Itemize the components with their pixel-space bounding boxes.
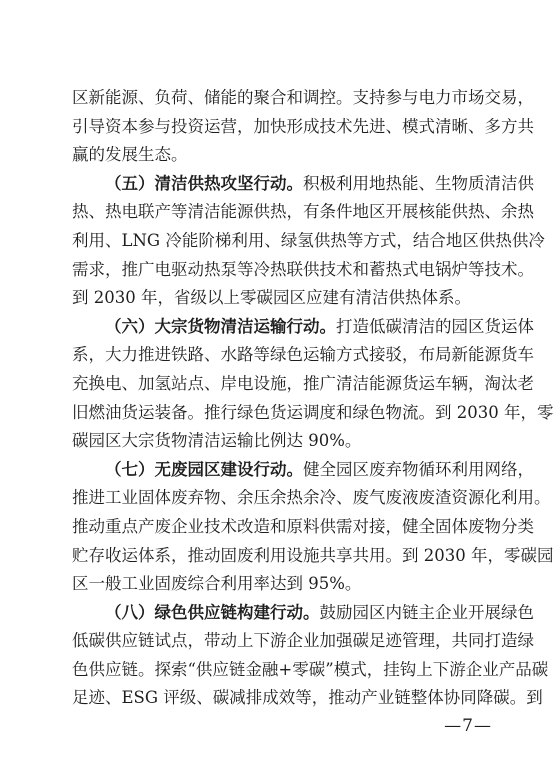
paragraph-line: 色供应链。探索“供应链金融+零碳”模式，挂钩上下游企业产品碳 [72, 659, 549, 679]
paragraph-line: 贮存收运体系，推动固废利用设施共享共用。到 2030 年，零碳园 [72, 545, 553, 565]
paragraph-text: 打造低碳清洁的园区货运体 [336, 316, 534, 336]
paragraph-line: 推进工业固体废弃物、余压余热余冷、废气废液废渣资源化利用。 [72, 488, 551, 508]
section-heading: （五）清洁供热攻坚行动。 [105, 173, 303, 193]
paragraph-line: 低碳供应链试点，带动上下游企业加强碳足迹管理，共同打造绿 [72, 631, 534, 651]
paragraph-line: 需求，推广电驱动热泵等冷热联供技术和蓄热式电锅炉等技术。 [72, 259, 534, 279]
paragraph-text: 健全园区废弃物循环利用网络， [303, 459, 534, 479]
section-5-first-line [72, 170, 534, 199]
section-heading: （七）无废园区建设行动。 [105, 459, 303, 479]
paragraph-line: 推动重点产废企业技术改造和原料供需对接，健全固体废物分类 [72, 516, 534, 536]
paragraph-line: 到 2030 年，省级以上零碳园区应建有清洁供热体系。 [72, 288, 471, 308]
paragraph-line: 充换电、加氢站点、岸电设施，推广清洁能源货运车辆，淘汰老 [72, 373, 534, 393]
section-7-first-line [72, 456, 534, 485]
paragraph-line: 利用、LNG 冷能阶梯利用、绿氢供热等方式，结合地区供热供冷 [72, 230, 545, 250]
section-heading: （八）绿色供应链构建行动。 [105, 602, 320, 622]
paragraph-line: 旧燃油货运装备。推行绿色货运调度和绿色物流。到 2030 年，零 [72, 402, 553, 422]
section-heading: （六）大宗货物清洁运输行动。 [105, 316, 336, 336]
paragraph-line: 引导资本参与投资运营，加快形成技术先进、模式清晰、多方共 [72, 116, 534, 136]
paragraph-text: 积极利用地热能、生物质清洁供 [303, 173, 534, 193]
paragraph-line: 碳园区大宗货物清洁运输比例达 90%。 [72, 431, 362, 451]
paragraph-line: 系，大力推进铁路、水路等绿色运输方式接驳，布局新能源货车 [72, 345, 534, 365]
page-number: —7— [444, 716, 492, 736]
paragraph-line: 热、热电联产等清洁能源供热，有条件地区开展核能供热、余热 [72, 202, 534, 222]
paragraph-line: 赢的发展生态。 [72, 145, 188, 165]
paragraph-line: 区新能源、负荷、储能的聚合和调控。支持参与电力市场交易， [72, 88, 534, 107]
document-body [72, 84, 553, 713]
section-6-first-line [72, 313, 534, 342]
paragraph-text: 鼓励园区内链主企业开展绿色 [319, 602, 534, 622]
paragraph-line: 区一般工业固废综合利用率达到 95%。 [72, 574, 362, 594]
paragraph-line: 足迹、ESG 评级、碳减排成效等，推动产业链整体协同降碳。到 [72, 688, 543, 708]
section-8-first-line [72, 599, 534, 628]
